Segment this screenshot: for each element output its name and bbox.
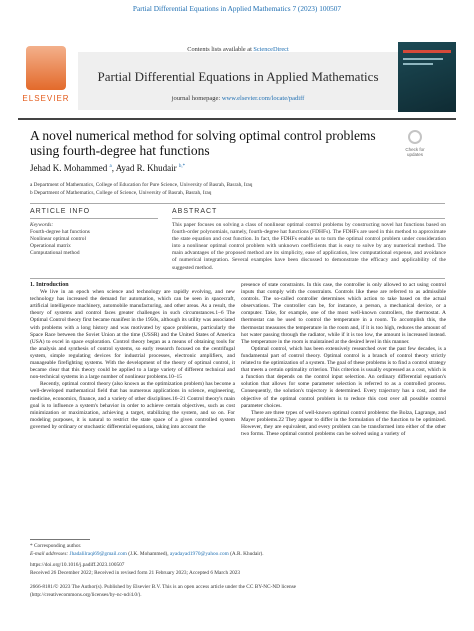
- keyword: Operational matrix: [30, 243, 71, 249]
- email-link[interactable]: Jhadalilraqi69@gmail.com: [69, 551, 127, 557]
- header-divider: [18, 118, 456, 120]
- article-info-divider: [30, 218, 158, 219]
- keywords-label: Keywords:: [30, 222, 54, 228]
- corresponding-note: * Corresponding author.: [30, 543, 82, 549]
- elsevier-tree-icon: [26, 46, 66, 90]
- body-column-right: [241, 282, 446, 438]
- cover-stripe: [403, 50, 451, 53]
- homepage-prefix: journal homepage:: [171, 95, 222, 102]
- body-paragraph: There are three types of well-known optimal control problems: the Bolza, Lagrange, and Mayer problems.22 They appear to differ in the formulation of the function to be optimized. However, they are equivalent, and every problem can be transformed into either of the other two forms. These optimal control problems can be solved using a variety of: [241, 409, 446, 437]
- author-list: Jehad K. Mohammed $^a$, Ayad R. Khudair $^{b,*}$: [30, 163, 186, 173]
- journal-homepage: [78, 95, 398, 102]
- abstract-divider: [172, 218, 445, 219]
- email-link[interactable]: ayadayad1970@yahoo.com: [169, 551, 229, 557]
- body-paragraph: Recently, optimal control theory (also known as the optimization problem) has become a well-developed mathematical field that has numerous applications in science, engineering, medicine, economics, finance, and a variety of other disciplines.16–21 Control theory's main goal is to influence a system's behavior in order to achieve certain objectives, such as cost minimization or maximization, achieving a target, stabilizing the system, and so on. For modeling purposes, it is natural to restrict the state space of a given controlled system governed by ordinary or stochastic differential equations, taking into account the: [30, 381, 235, 430]
- article-info-heading: ARTICLE INFO: [30, 208, 91, 215]
- contents-line: [78, 46, 398, 53]
- author-name: Ayad R. Khudair: [115, 163, 177, 173]
- author-affiliation-mark[interactable]: a: [109, 164, 112, 169]
- body-paragraph: We live in an epoch when science and technology are rapidly evolving, and new technology has increased the demand for automation, which can be seen in spacecraft, artificial intelligence machinery, automobile manufacturing, and other areas. As a result, the theory of systems and control faces greater challenges in such circumstances.1–6 The Optimal Control theory first became manifest in the 1950s, although its utility was associated with problems with a long history and was motivated by space problems, particularly the Space Race between the Soviet Union at the time (USSR) and the United States of America (USA) to excel in space exploration. Control theory began as a means of obtaining tools for the analysis and synthesis of control systems, so early research focused on the centrifugal system, simple regulating devices for industrial processes, electronic amplifiers, and manageable firefighting systems. With the development of the theory of optimal control, it became clear that this theory could be applied to a large variety of different technical and non-technical systems in a large number of nonlinear problems.10–15: [30, 289, 235, 381]
- updates-icon: [408, 130, 422, 144]
- check-for-updates-badge[interactable]: [400, 130, 430, 160]
- affiliation: a Department of Mathematics, College of Education for Pure Science, University of Basrah, Basrah, Iraq: [30, 182, 253, 188]
- email-label: E-mail addresses:: [30, 551, 70, 557]
- publisher-name: ELSEVIER: [22, 94, 70, 103]
- email-line: [30, 551, 264, 557]
- sciencedirect-link[interactable]: ScienceDirect: [253, 46, 289, 53]
- cover-line: [403, 58, 443, 60]
- updates-label: Check for updates: [405, 147, 425, 157]
- body-divider: [30, 278, 445, 279]
- journal-header: [18, 44, 456, 114]
- abstract-heading: ABSTRACT: [172, 208, 218, 215]
- keyword: Fourth-degree hat functions: [30, 229, 90, 235]
- journal-title: Partial Differential Equations in Applied Mathematics: [97, 69, 379, 84]
- section-divider: [30, 203, 445, 204]
- author-affiliation-mark[interactable]: b,*: [178, 164, 186, 169]
- cover-line: [403, 63, 433, 65]
- email-owner: (A.R. Khudair).: [228, 551, 264, 557]
- body-paragraph: Optimal control, which has been extensively researched over the past few decades, is a fundamental part of control theory. Optimal control is a branch of control theory strictly related to the optimization of a system. The goal of these problems is to find a control strategy that meets a certain optimality criterion. This criterion is usually expressed as a cost, which is a function that depends on the control input selection. An ordinary differential equation's solution that allows for some parameter selection is referred to as a controlled process. Consequently, the solution's trajectory is determined. Every trajectory has a cost, and the objective of the optimal control problem is to reduce this cost over all possible control parameter choices.: [241, 345, 446, 409]
- body-column-left: [30, 282, 235, 431]
- contents-prefix: Contents lists available at: [187, 46, 254, 53]
- footnote-divider: [30, 539, 90, 540]
- elsevier-logo: [18, 44, 74, 110]
- license-link[interactable]: (http://creativecommons.org/licenses/by-nc-nd/4.0/).: [30, 592, 142, 598]
- article-title: A novel numerical method for solving optimal control problems using fourth-degree hat functions: [30, 128, 376, 158]
- affiliation: b Department of Mathematics, College of Science, University of Basrah, Basrah, Iraq: [30, 190, 212, 196]
- homepage-link[interactable]: www.elsevier.com/locate/padiff: [221, 95, 305, 102]
- received-dates: Received 26 December 2022; Received in revised form 21 February 2023; Accepted 6 March 2023: [30, 570, 241, 576]
- body-paragraph: presence of state constraints. In this case, the controller is only allowed to act using control inputs that comply with the constraints. Controls like these are referred to as admissible controls. The so-called controller determines which action to take based on the actual observations. The controller can be, for instance, a person, a mechanical device, or a computer. Take, for example, one of the most well-known controllers, the thermostat. A thermostat can be used to control the temperature in a room. To accomplish this, the thermostat measures the temperature in the room and, if it is too high, reduces the amount of hot water passing through the radiator, while if it is too low, the amount is increased instead. The temperature in the room is maintained at the desired level in this manner.: [241, 282, 446, 345]
- journal-banner: [78, 46, 398, 110]
- section-heading: 1. Introduction: [30, 282, 69, 288]
- doi-link[interactable]: https://doi.org/10.1016/j.padiff.2023.100507: [30, 562, 125, 568]
- journal-cover-image: [398, 42, 456, 112]
- author-name: Jehad K. Mohammed: [30, 163, 108, 173]
- journal-citation-link[interactable]: Partial Differential Equations in Applied Mathematics 7 (2023) 100507: [132, 4, 342, 13]
- keyword: Computational method: [30, 250, 80, 256]
- abstract-text: This paper focuses on solving a class of nonlinear optimal control problems by constructing novel hat functions based on fourth-order polynomials, namely, fourth-degree hat functions (FDHFs). The FDHFs are used in this method to approximate the state equation and cost function. In fact, the FDHFs enable us to turn the optimal control problem under consideration into a nonlinear optimal control problem with unknown coefficients that is easy to solve by any numerical method. The main advantages of the proposed method are its simplicity, ease of application, low computational expense, and avoidance of numerical integration. Several examples have been discussed to demonstrate the efficacy and applicability of the suggested method.: [172, 222, 446, 271]
- keyword: Nonlinear optimal control: [30, 236, 86, 242]
- email-owner: (J.K. Mohammed),: [126, 551, 170, 557]
- license-text: 2666-8181/© 2023 The Author(s). Published by Elsevier B.V. This is an open access article under the CC BY-NC-ND license: [30, 584, 297, 590]
